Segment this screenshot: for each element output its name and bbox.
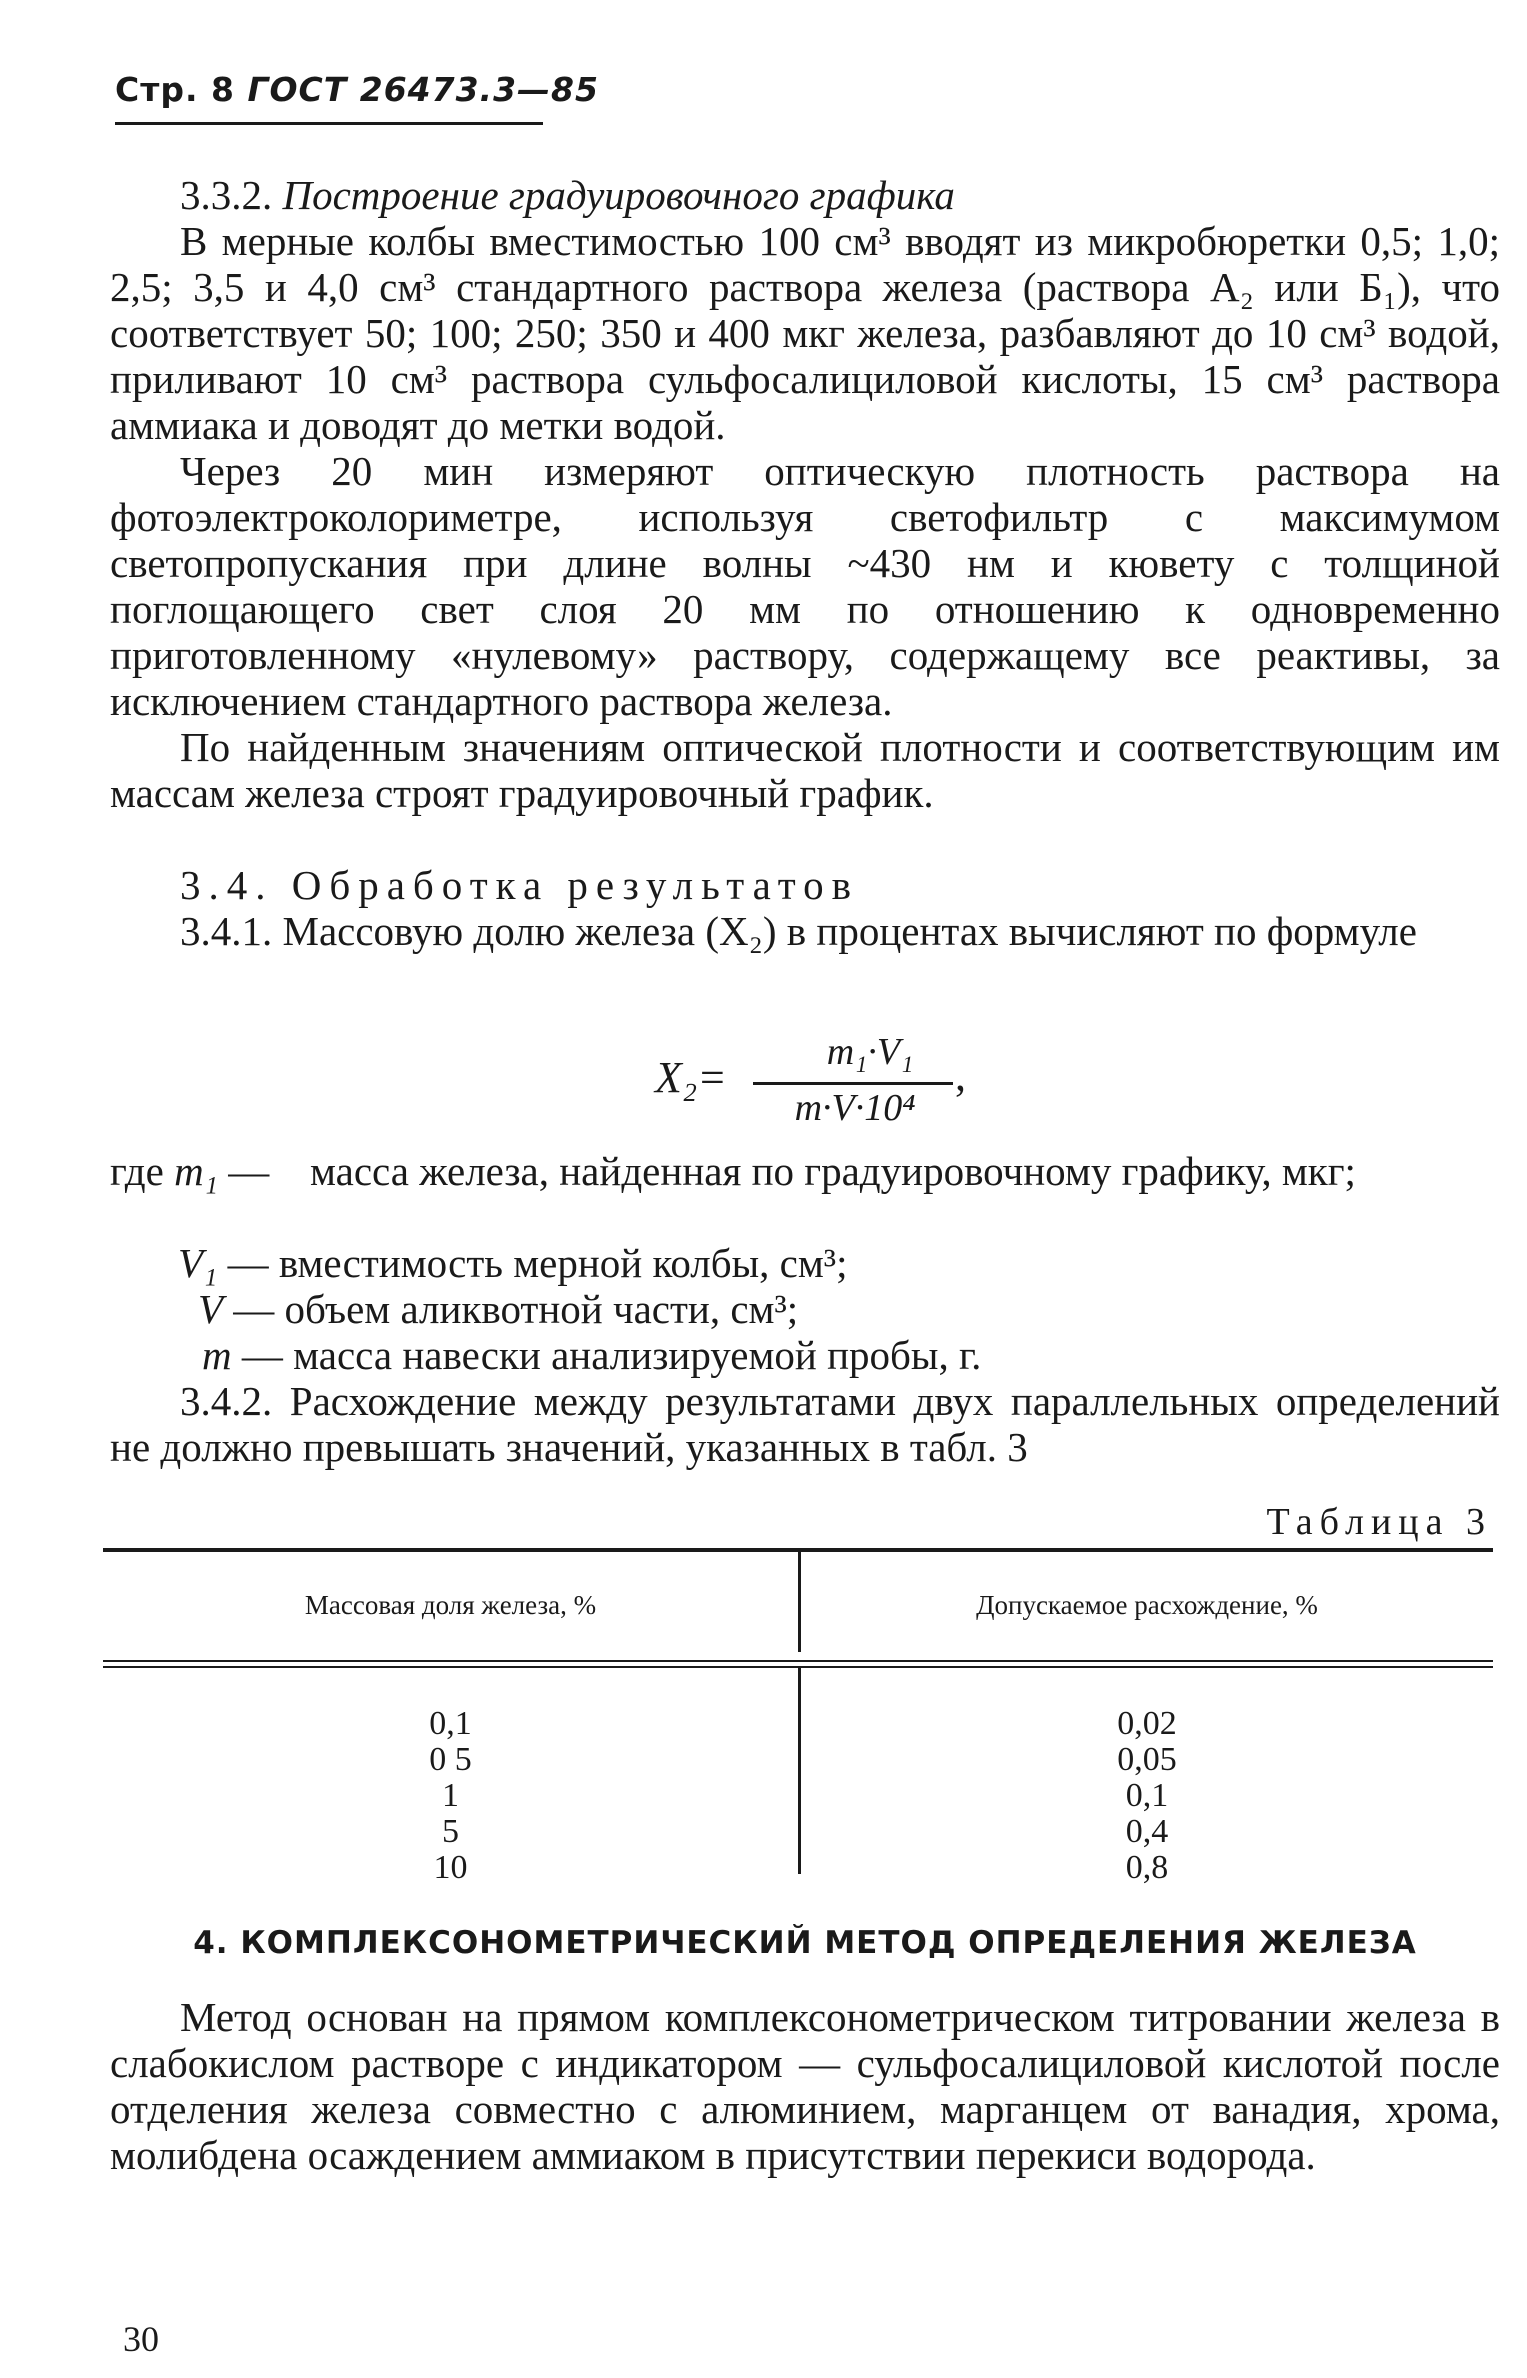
section-3-4-2 [110,1378,1500,1470]
formula-lhs: X₂= [655,1053,727,1102]
formula-comma: , [955,1051,966,1100]
legend-row [198,1286,798,1332]
table-cell: 0,05 [1117,1741,1177,1778]
page-header [115,70,599,109]
mass-fraction-formula [655,1030,966,1140]
legend-symbol: m [202,1332,232,1378]
legend-text: объем аликвотной части, см³; [284,1286,799,1332]
legend-dash: — [233,1286,275,1332]
table-cell: 0 5 [429,1741,472,1778]
paragraph-3-4-1: 3.4.1. Массовую долю железа (X₂) в процентах вычисляют по формуле [180,908,1417,954]
legend-row [110,1148,269,1194]
legend-row [202,1332,981,1378]
legend-lead: где [110,1148,164,1194]
table-header-mass-fraction: Массовая доля железа, % [304,1590,597,1620]
table-header-allowed-discrepancy: Допускаемое расхождение, % [976,1590,1318,1620]
page-number: 30 [123,2319,159,2359]
table-cell: 0,02 [1117,1705,1177,1742]
page-label: Стр. 8 [115,70,235,109]
section-title: Построение градуировочного графика [282,172,955,218]
legend-dash: — [241,1332,283,1378]
table-header-rule [103,1660,1493,1662]
legend-text: масса навески анализируемой пробы, г. [293,1332,982,1378]
fraction-bar [753,1082,953,1085]
section-3-4-heading: 3.4. Обработка результатов [180,862,860,908]
section-4-heading: 4. КОМПЛЕКСОНОМЕТРИЧЕСКИЙ МЕТОД ОПРЕДЕЛЕНИЯ ЖЕЛЕЗА [193,1925,1417,1961]
legend-text: масса железа, найденная по градуировочному графику, мкг; [310,1148,1356,1194]
formula-denominator: m·V·10⁴ [794,1087,916,1129]
section-3-3-2-title [110,172,1500,218]
legend-dash: — [227,1240,269,1286]
gost-number: ГОСТ 26473.3—85 [247,70,599,109]
paragraph-calibration-solutions: В мерные колбы вместимостью 100 см³ вводят из микробюретки 0,5; 1,0; 2,5; 3,5 и 4,0 см³ стандартного раствора железа (раствора А₂ или Б₁), что соответствует 50; 100; 250; 350 и 400 мкг железа, разбавляют до 10 см³ водой, приливают 10 см³ раствора сульфосалициловой кислоты, 15 см³ раствора аммиака и доводят до метки водой. [110,218,1500,448]
section-3-3-2 [110,172,1500,816]
legend-symbol: V₁ [178,1240,218,1286]
section-3-4 [110,862,1500,954]
formula-numerator: m₁·V₁ [826,1031,914,1073]
header-rule [115,122,543,125]
paragraph-calibration-graph: По найденным значениям оптической плотности и соответствующим им массам железа строят градуировочный график. [110,724,1500,816]
table-cell: 5 [442,1813,459,1850]
table-cell: 0,8 [1125,1849,1169,1886]
table-cell: 0,1 [1125,1777,1169,1814]
table-cell: 1 [442,1777,459,1814]
legend-dash: — [228,1148,270,1194]
table-column-allowed-discrepancy [801,1706,1493,1886]
table-cell: 0,1 [429,1705,472,1742]
section-number: 3.3.2. [180,172,273,218]
paragraph-method-description: Метод основан на прямом комплексонометрическом титровании железа в слабокислом растворе с индикатором — сульфосалициловой кислотой после отделения железа совместно с алюминием, марганцем от ванадия, хрома, молибдена осаждением аммиаком в присутствии перекиси водорода. [110,1994,1500,2178]
table-cell: 0,4 [1125,1813,1169,1850]
table-cell: 10 [433,1849,468,1886]
table-caption: Таблица 3 [1266,1501,1492,1543]
table-column-mass-fraction [103,1706,798,1886]
legend-text: вместимость мерной колбы, см³; [278,1240,848,1286]
paragraph-optical-density: Через 20 мин измеряют оптическую плотность раствора на фотоэлектроколориметре, используя светофильтр с максимумом светопропускания при длине волны ~430 нм и кювету с толщиной поглощающего свет слоя 20 мм по отношению к одновременно приготовленному «нулевому» раствору, содержащему все реактивы, за исключением стандартного раствора железа. [110,448,1500,724]
legend-row [178,1240,848,1286]
section-4 [110,1994,1500,2178]
legend-symbol: V [198,1286,224,1332]
legend-symbol: m₁ [174,1148,218,1194]
paragraph-3-4-2: 3.4.2. Расхождение между результатами двух параллельных определений не должно превышать значений, указанных в табл. 3 [110,1378,1500,1470]
